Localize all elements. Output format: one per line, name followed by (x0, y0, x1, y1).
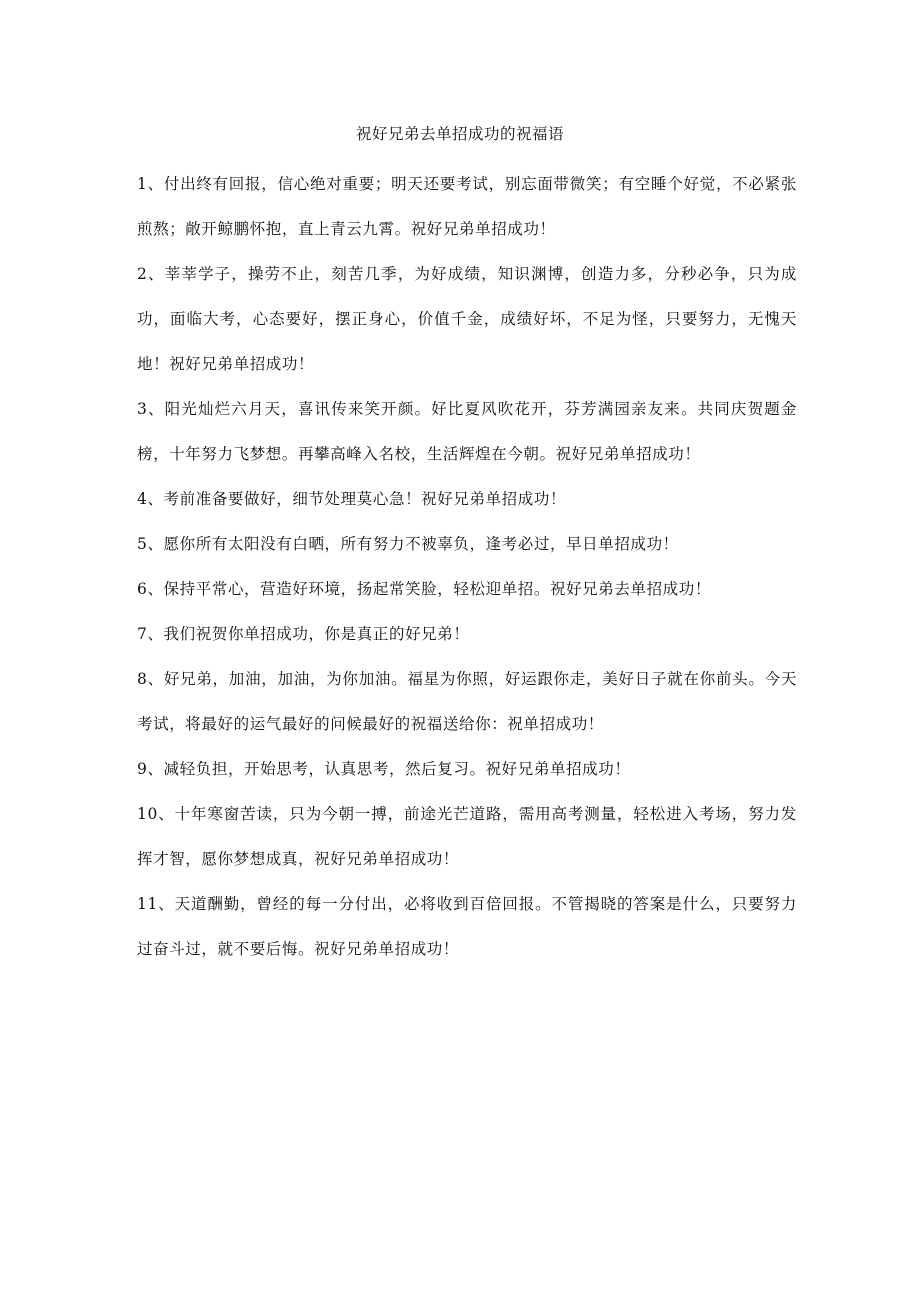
paragraph-5: 5、愿你所有太阳没有白晒，所有努力不被辜负，逢考必过，早日单招成功！ (137, 535, 679, 553)
paragraph-2: 2、莘莘学子，操劳不止，刻苦几季，为好成绩，知识渊博，创造力多，分秒必争，只为成功，面临大考，心态要好，摆正身心，价值千金，成绩好坏，不足为怪，只要努力，无愧天地！祝好兄弟单招成功！ (137, 265, 797, 373)
paragraph-7: 7、我们祝贺你单招成功，你是真正的好兄弟！ (137, 625, 470, 643)
paragraph-1: 1、付出终有回报，信心绝对重要；明天还要考试，别忘面带微笑；有空睡个好觉，不必紧张煎熬；敞开鲸鹏怀抱，直上青云九霄。祝好兄弟单招成功！ (137, 175, 797, 238)
paragraph-4: 4、考前准备要做好，细节处理莫心急！祝好兄弟单招成功！ (137, 490, 567, 508)
document-title: 祝好兄弟去单招成功的祝福语 (355, 125, 564, 143)
document-body (137, 162, 797, 972)
paragraph-6: 6、保持平常心，营造好环境，扬起常笑脸，轻松迎单招。祝好兄弟去单招成功！ (137, 580, 711, 598)
paragraph-11: 11、天道酬勤，曾经的每一分付出，必将收到百倍回报。不管揭晓的答案是什么，只要努力过奋斗过，就不要后悔。祝好兄弟单招成功！ (137, 895, 797, 958)
paragraph-10: 10、十年寒窗苦读，只为今朝一搏，前途光芒道路，需用高考测量，轻松进入考场，努力发挥才智，愿你梦想成真，祝好兄弟单招成功！ (137, 805, 797, 868)
paragraph-9: 9、减轻负担，开始思考，认真思考，然后复习。祝好兄弟单招成功！ (137, 760, 631, 778)
paragraph-8: 8、好兄弟，加油，加油，为你加油。福星为你照，好运跟你走，美好日子就在你前头。今天考试，将最好的运气最好的问候最好的祝福送给你：祝单招成功！ (137, 670, 797, 733)
paragraph-3: 3、阳光灿烂六月天，喜讯传来笑开颜。好比夏风吹花开，芬芳满园亲友来。共同庆贺题金榜，十年努力飞梦想。再攀高峰入名校，生活辉煌在今朝。祝好兄弟单招成功！ (137, 400, 797, 463)
